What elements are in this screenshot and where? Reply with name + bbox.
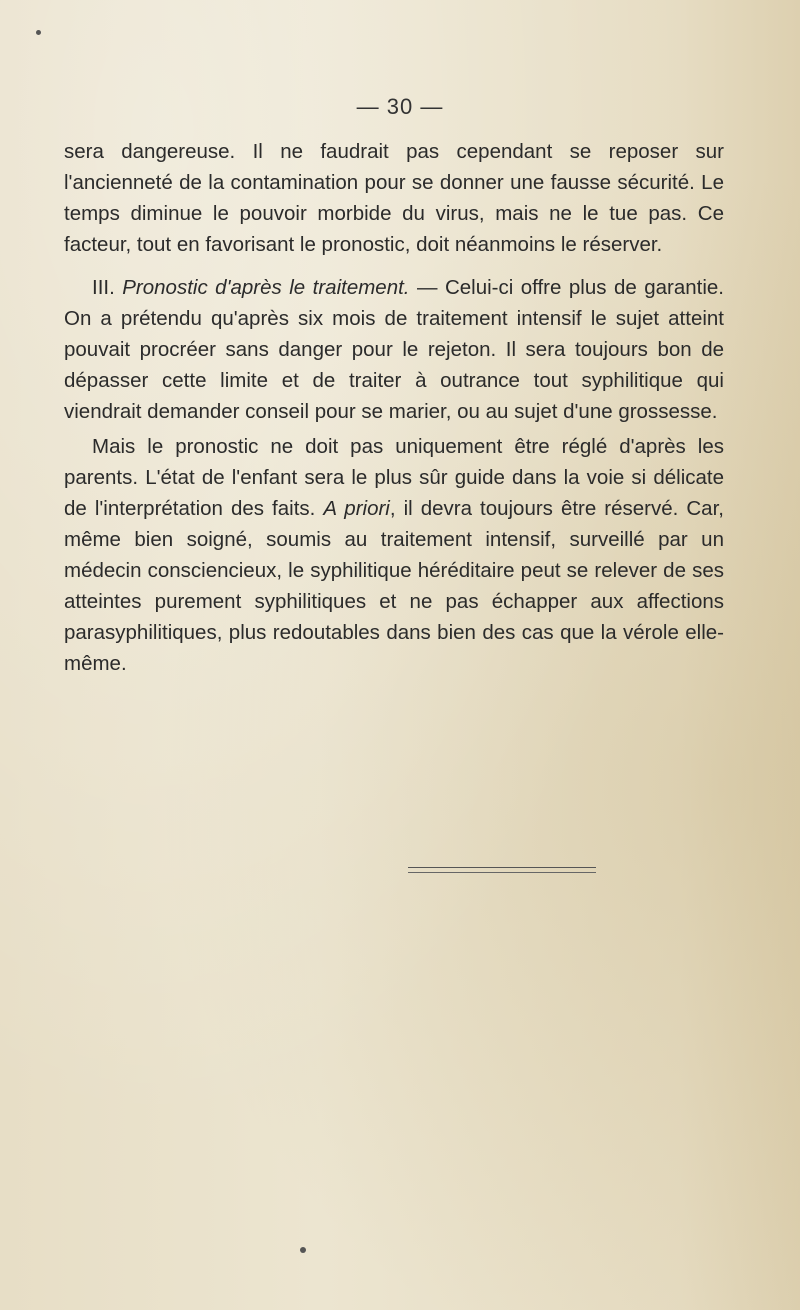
section-heading: Pronostic d'après le traitement. xyxy=(122,276,410,299)
ink-speck xyxy=(300,1247,306,1253)
paragraph-3 xyxy=(64,431,724,679)
end-rule xyxy=(408,867,596,868)
paragraph-1: sera dangereuse. Il ne faudrait pas cependant se reposer sur l'ancienneté de la contamination pour se donner une fausse sécurité. Le temps diminue le pouvoir morbide du virus, mais ne le tue pas. Ce facteur, tout en favorisant le pronostic, doit néanmoins le réserver. xyxy=(64,140,724,256)
paragraph-2-text: — Celui-ci offre plus de garantie. On a prétendu qu'après six mois de traitement intensif le sujet atteint pouvait procréer sans danger pour le rejeton. Il sera toujours bon de dépasser cette limite et de traiter à outrance tout syphilitique qui viendrait demander conseil pour se marier, ou au sujet d'une grossesse. xyxy=(64,276,725,423)
section-number: III. xyxy=(92,276,123,299)
paragraph-3-text-before: Mais le pronostic ne doit pas uniquement être réglé d'après les parents. L'état de l'enfant sera le plus sûr guide dans la voie si délicate de l'interprétation des faits. xyxy=(64,435,724,520)
a-priori-italic: A priori xyxy=(323,497,390,520)
paragraph-2 xyxy=(64,272,724,427)
paragraph-3-text-after: , il devra toujours être réservé. Car, même bien soigné, soumis au traitement intensif, surveillé par un médecin consciencieux, le syphilitique héréditaire peut se relever de ses atteintes purement syphilitiques et ne pas échapper aux affections parasyphilitiques, plus redoutables dans bien des cas que la vérole elle-même. xyxy=(64,497,724,675)
ink-speck xyxy=(36,30,41,35)
body-text xyxy=(64,136,724,691)
end-rule-secondary xyxy=(408,872,596,873)
page-number: — 30 — xyxy=(356,94,444,119)
